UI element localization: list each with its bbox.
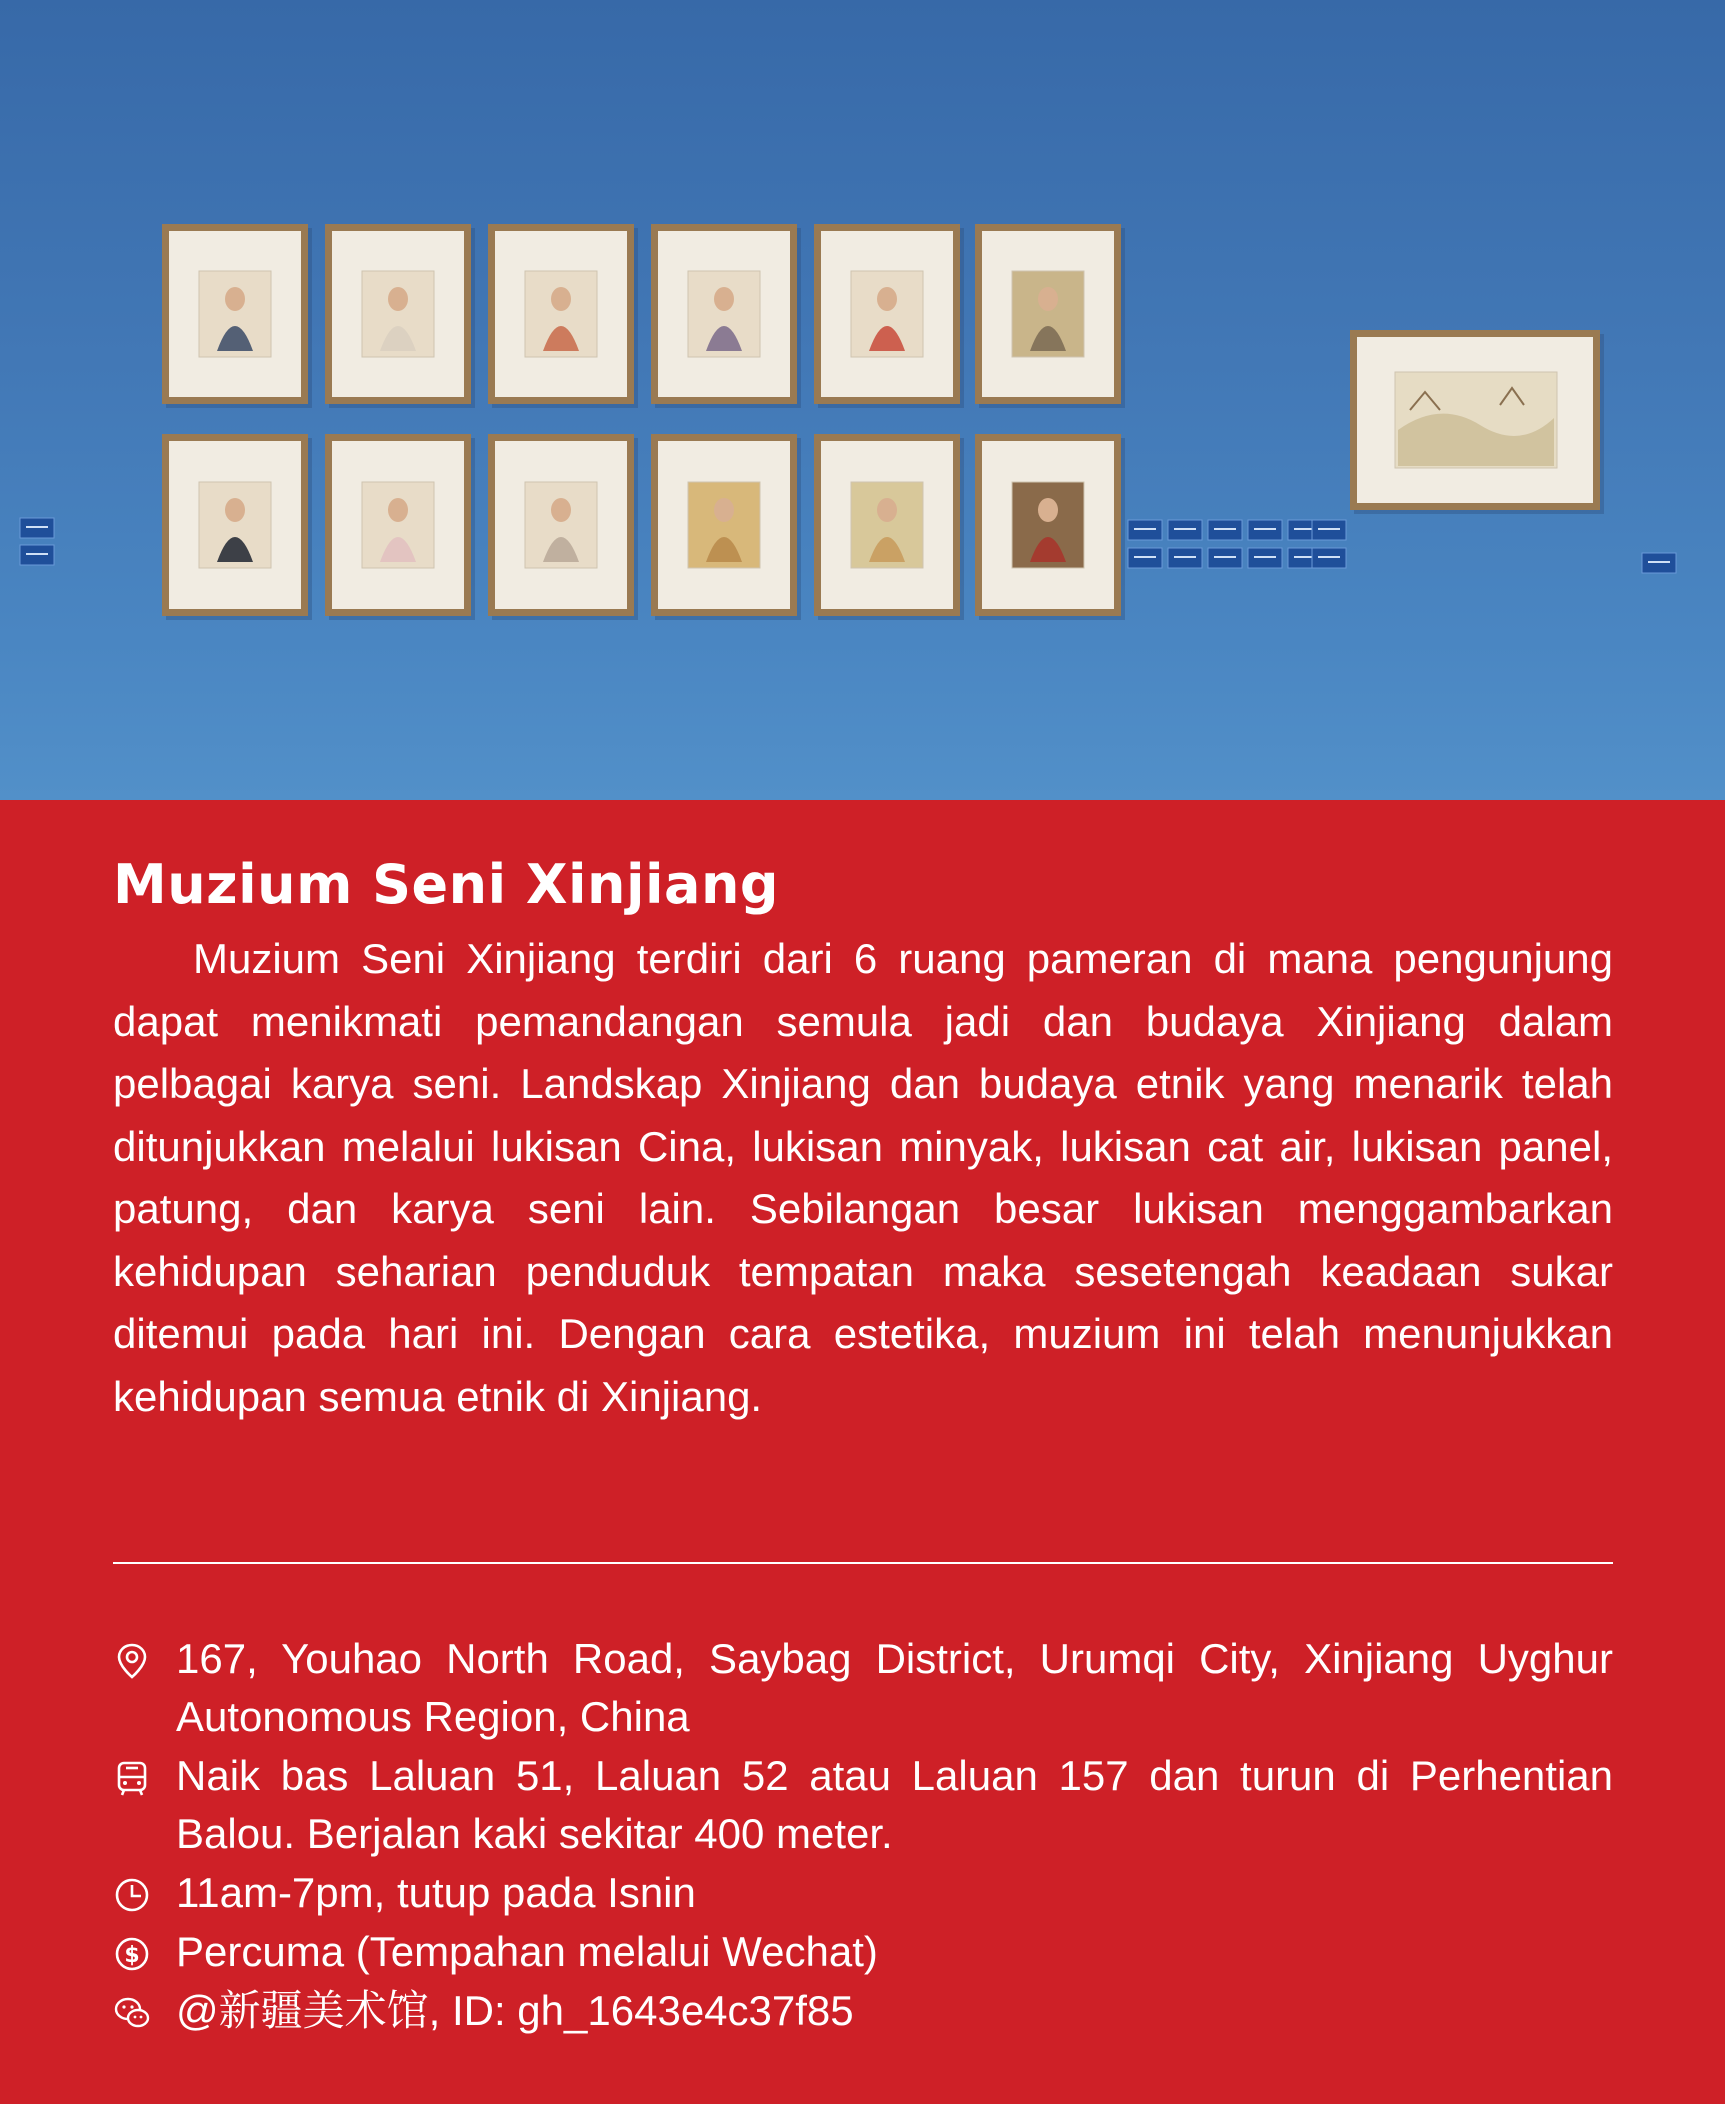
wall-label-line: [1174, 528, 1196, 530]
wall-label-line: [26, 526, 48, 528]
hours-text: 11am-7pm, tutup pada Isnin: [176, 1869, 696, 1916]
artwork-figure-head: [1038, 287, 1058, 311]
artwork-figure-head: [225, 498, 245, 522]
artwork-figure-head: [877, 498, 897, 522]
wall-label-line: [1214, 556, 1236, 558]
wall-label-line: [1318, 556, 1340, 558]
artwork-figure-head: [714, 498, 734, 522]
wall-label-line: [1648, 561, 1670, 563]
wechat-row: [113, 1982, 1613, 2040]
page-title: Muzium Seni Xinjiang: [113, 853, 780, 916]
hours-row: [113, 1864, 1613, 1922]
info-list: [113, 1630, 1613, 2041]
wall-label-line: [1214, 528, 1236, 530]
address-text: 167, Youhao North Road, Saybag District, Urumqi City, Xinjiang Uyghur Autonomous Region, China: [176, 1635, 1613, 1740]
wall-label-line: [1318, 528, 1340, 530]
transport-row: [113, 1747, 1613, 1863]
transport-text: Naik bas Laluan 51, Laluan 52 atau Laluan 157 dan turun di Perhentian Balou. Berjalan kaki sekitar 400 meter.: [176, 1752, 1613, 1857]
gallery-wall-illustration: [0, 0, 1725, 800]
artwork-figure-head: [877, 287, 897, 311]
wall-label-line: [1134, 528, 1156, 530]
wall-label-line: [1174, 556, 1196, 558]
bus-icon: [113, 1759, 151, 1797]
artwork-figure-head: [714, 287, 734, 311]
artwork-figure-head: [225, 287, 245, 311]
divider: [113, 1562, 1613, 1564]
wechat-text: @新疆美术馆, ID: gh_1643e4c37f85: [176, 1987, 854, 2034]
price-row: [113, 1923, 1613, 1981]
wall-label-line: [1134, 556, 1156, 558]
location-pin-icon: [113, 1642, 151, 1680]
price-text: Percuma (Tempahan melalui Wechat): [176, 1928, 878, 1975]
artwork-figure-head: [551, 287, 571, 311]
clock-icon: [113, 1876, 151, 1914]
dollar-coin-icon: [113, 1935, 151, 1973]
wall-label-line: [1254, 528, 1276, 530]
artwork-figure-head: [1038, 498, 1058, 522]
artwork-figure-head: [388, 287, 408, 311]
svg-text:$: $: [124, 1943, 140, 1968]
artwork-figure-head: [551, 498, 571, 522]
wall-label-line: [1254, 556, 1276, 558]
museum-description: Muzium Seni Xinjiang terdiri dari 6 ruang pameran di mana pengunjung dapat menikmati pemandangan semula jadi dan budaya Xinjiang dalam pelbagai karya seni. Landskap Xinjiang dan budaya etnik yang menarik telah ditunjukkan melalui lukisan Cina, lukisan minyak, lukisan cat air, lukisan panel, patung, dan karya seni lain. Sebilangan besar lukisan menggambarkan kehidupan seharian penduduk tempatan maka sesetengah keadaan sukar ditemui pada hari ini. Dengan cara estetika, muzium ini telah menunjukkan kehidupan semua etnik di Xinjiang.: [113, 935, 1613, 1420]
exhibition-photo: [0, 0, 1725, 800]
artwork-figure-head: [388, 498, 408, 522]
content-panel: [0, 800, 1725, 2104]
wechat-icon: [113, 1994, 151, 2032]
wall-label-line: [26, 553, 48, 555]
address-row: [113, 1630, 1613, 1746]
